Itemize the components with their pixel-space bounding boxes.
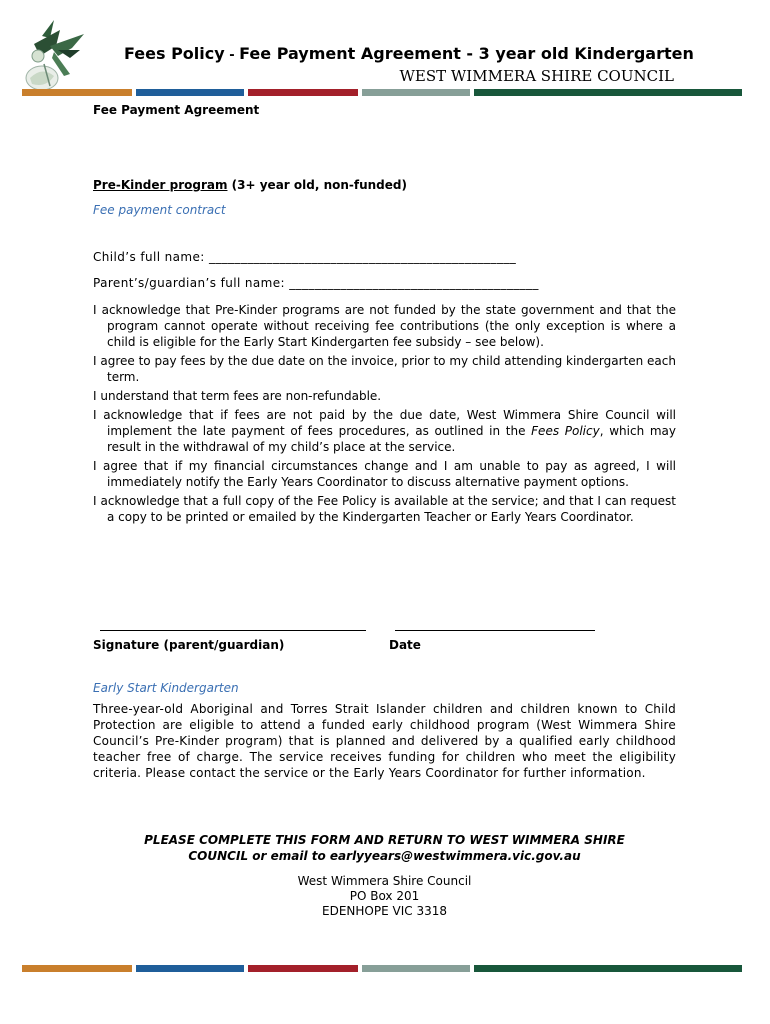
title-separator: - xyxy=(224,48,240,63)
program-heading xyxy=(93,178,407,192)
header-strip-grey xyxy=(362,89,470,96)
header-strip-orange xyxy=(22,89,132,96)
ack-late-after: , which may result in the withdrawal of my child’s place at the service. xyxy=(107,424,677,454)
ack-late-payment xyxy=(93,407,676,455)
footer-strip-red xyxy=(248,965,358,972)
footer-strip-green xyxy=(474,965,742,972)
signature-label: Signature (parent/guardian) xyxy=(93,638,285,652)
section-heading: Fee Payment Agreement xyxy=(93,103,260,117)
ack-policy-copy: I acknowledge that a full copy of the Fee Policy is available at the service; and that I can request a copy to be printed or emailed by the Kindergarten Teacher or Early Years Coordinator. xyxy=(93,494,676,524)
title-separator-2: - xyxy=(460,44,479,63)
council-logo xyxy=(20,16,90,94)
ack-pay-fees: I agree to pay fees by the due date on the invoice, prior to my child attending kindergarten each term. xyxy=(93,354,676,384)
date-label: Date xyxy=(389,638,421,652)
acknowledgement-list xyxy=(93,302,676,528)
document-title xyxy=(124,44,694,63)
parent-name-field[interactable]: Parent’s/guardian’s full name: _______________________________________ xyxy=(93,276,539,290)
early-start-heading: Early Start Kindergarten xyxy=(93,681,239,695)
child-name-field[interactable]: Child’s full name: ________________________________________________ xyxy=(93,250,517,264)
return-notice-line2: COUNCIL or email to earlyyears@westwimmera.vic.gov.au xyxy=(188,849,581,863)
date-line[interactable] xyxy=(395,630,595,631)
footer-strip-orange xyxy=(22,965,132,972)
footer-strip-grey xyxy=(362,965,470,972)
program-name: Pre-Kinder program xyxy=(93,178,228,192)
header-strip-red xyxy=(248,89,358,96)
signature-line[interactable] xyxy=(100,630,366,631)
return-notice-line1: PLEASE COMPLETE THIS FORM AND RETURN TO WEST WIMMERA SHIRE xyxy=(144,833,625,847)
early-start-body: Three-year-old Aboriginal and Torres Strait Islander children and children known to Child Protection are eligible to attend a funded early childhood program (West Wimmera Shire Council’s Pre-Kinder program) that is planned and delivered by a qualified early childhood teacher free of charge. The service receives funding for children who meet the eligibility criteria. Please contact the service or the Early Years Coordinator for further information. xyxy=(93,702,676,780)
council-name: WEST WIMMERA SHIRE COUNCIL xyxy=(399,67,674,85)
header-strip-green xyxy=(474,89,742,96)
title-fees-policy: Fees Policy xyxy=(124,44,225,63)
title-fee-payment-agreement: Fee Payment Agreement xyxy=(239,44,461,63)
ack-non-refundable: I understand that term fees are non-refundable. xyxy=(93,389,382,403)
ack-late-policy: Fees Policy xyxy=(531,424,600,438)
address-line3: EDENHOPE VIC 3318 xyxy=(322,904,447,918)
address-line2: PO Box 201 xyxy=(349,889,420,903)
header-strip-blue xyxy=(136,89,244,96)
footer-strip-blue xyxy=(136,965,244,972)
title-kindergarten: 3 year old Kindergarten xyxy=(478,44,694,63)
ack-circumstances: I agree that if my financial circumstances change and I am unable to pay as agreed, I will immediately notify the Early Years Coordinator to discuss alternative payment options. xyxy=(93,459,676,489)
postal-address xyxy=(93,874,676,919)
ack-late-before: I acknowledge that if fees are not paid by the due date, West Wimmera Shire Council will implement the late payment of fees procedures, as outlined in the xyxy=(93,408,676,438)
address-line1: West Wimmera Shire Council xyxy=(297,874,472,888)
ack-not-funded: I acknowledge that Pre-Kinder programs are not funded by the state government and that the program cannot operate without receiving fee contributions (the only exception is where a child is eligible for the Early Start Kindergarten fee subsidy – see below). xyxy=(93,303,676,349)
program-qualifier: (3+ year old, non-funded) xyxy=(227,178,407,192)
return-notice xyxy=(93,832,676,864)
contract-label: Fee payment contract xyxy=(93,203,226,217)
